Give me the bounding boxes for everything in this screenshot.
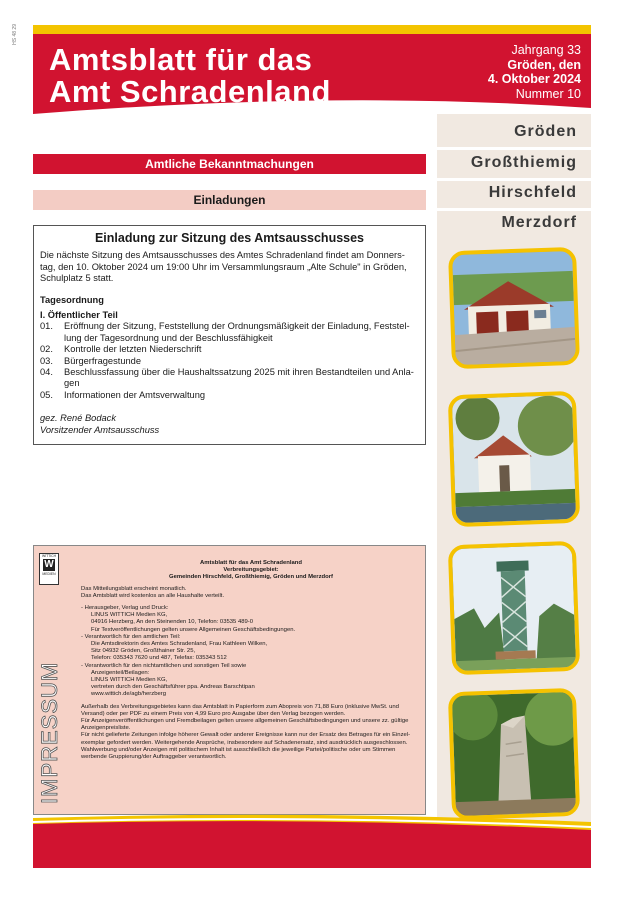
signature [40, 413, 419, 436]
impressum-vertical-text: IMPRESSUM [37, 661, 62, 804]
impressum-line: Versand) oder per PDF zu einem Preis von 4,99 Euro pro Ausgabe über den Verlag bezogen werden. [81, 710, 346, 717]
impressum-line: Für Anzeigenveröffentlichungen und Fremdbeilagen gelten unsere allgemeinen Geschäftsbedingungen und unsere zz. gültige [81, 718, 409, 725]
impressum-line: - Verantwortlich für den nichtamtlichen und sonstigen Teil sowie [81, 662, 247, 669]
impressum-line: exemplar gefordert werden. Weitergehende Ansprüche, insbesondere auf Schadenersatz, sind ausdrücklich ausgeschlossen. [81, 739, 408, 746]
issue-info [488, 43, 581, 101]
agenda-item [40, 390, 419, 401]
impressum-line: Für Textveröffentlichungen gelten unsere Allgemeinen Geschäftsbedingungen. [91, 626, 296, 633]
invitation-intro-line: tag, den 10. Oktober 2024 um 19:00 Uhr im Versammlungsraum „Alte Schule" in Gröden, [40, 261, 407, 272]
agenda-item [40, 356, 419, 367]
impressum-line: vertreten durch den Geschäftsführer ppa. Andreas Barschtipan [91, 684, 255, 691]
impressum-line: www.wittich.de/agb/herzberg [91, 691, 166, 698]
impressum-content [81, 560, 421, 761]
agenda-heading: Tagesordnung [40, 294, 104, 305]
impressum-head-line: Gemeinden Hirschfeld, Großthiemig, Gröden und Merzdorf [169, 574, 333, 581]
agenda-item-number: 01. [40, 321, 53, 332]
impressum-vertical-label [37, 616, 63, 806]
impressum-line: Das Amtsblatt wird kostenlos an alle Haushalte verteilt. [81, 592, 225, 599]
sidebar-divider [437, 208, 591, 211]
issue-number: Nummer 10 [515, 86, 581, 101]
logo-top-text: WITTICH [41, 554, 57, 558]
impressum-line: Das Mitteilungsblatt erscheint monatlich. [81, 585, 187, 592]
issue-date: 4. Oktober 2024 [487, 72, 581, 86]
signature-name: gez. René Bodack [40, 413, 116, 424]
sidebar-place-merzdorf: Merzdorf [501, 214, 577, 231]
impressum-line: Telefon: 035343 7620 und 487, Telefax: 035343 512 [91, 655, 227, 662]
impressum-line: werbende Gruppierung/der Auftraggeber verantwortlich. [81, 754, 227, 761]
impressum-line: Anzeigenpreisliste. [81, 725, 131, 732]
issue-place-date: Gröden, den [507, 57, 581, 72]
agenda-part-heading: I. Öffentlicher Teil [40, 310, 118, 321]
logo-w-icon: W [44, 559, 54, 570]
photo-memorial-stone [448, 688, 580, 820]
invitation-intro-line: Schulplatz 5 statt. [40, 273, 114, 284]
agenda-item [40, 344, 419, 355]
invitation-intro [40, 250, 419, 284]
invitation-box [33, 225, 426, 445]
impressum-heading [81, 560, 421, 582]
photo-fire-station [448, 247, 580, 369]
agenda-item-number: 05. [40, 389, 53, 400]
impressum-line: Die Amtsdirektorin des Amtes Schradenland, Frau Kathleen Wilken, [91, 641, 268, 648]
section-official-announcements: Amtliche Bekanntmachungen [33, 154, 426, 174]
agenda-list [40, 321, 419, 401]
signature-role: Vorsitzender Amtsausschuss [40, 424, 160, 435]
agenda-item [40, 321, 419, 344]
photo-tower [448, 541, 580, 675]
issue-volume: Jahrgang 33 [511, 43, 581, 57]
impressum-line: Wahlwerbung und/oder Anzeigen mit politischem Inhalt ist ausschließlich die jeweilige Partei/politische oder um Stimmen [81, 746, 396, 753]
title-line-2: Amt Schradenland [49, 74, 331, 109]
logo-bottom-text: MEDIEN [42, 572, 56, 576]
impressum-line: - Verantwortlich für den amtlichen Teil: [81, 633, 181, 640]
impressum-head-line: Amtsblatt für das Amt Schradenland [200, 560, 302, 566]
photo-chapel [448, 391, 581, 527]
agenda-item-number: 03. [40, 355, 53, 366]
agenda-item [40, 367, 419, 390]
agenda-item-text: Eröffnung der Sitzung, Feststellung der Ordnungsmäßigkeit der Einladung, Feststel-lung der Tagesordnung und der Beschlussfähigkeit [64, 321, 410, 343]
impressum-head-line: Verbreitungsgebiet: [223, 567, 279, 574]
impressum-line: Für nicht gelieferte Zeitungen infolge höherer Gewalt oder anderer Ereignisse kann nur der Ersatz des Betrages für ein Einzel- [81, 732, 411, 739]
header-top-stripe [33, 25, 591, 34]
section-invitations: Einladungen [33, 190, 426, 210]
masthead [33, 34, 591, 114]
agenda-item-text: Beschlussfassung über die Haushaltssatzung 2025 mit ihren Bestandteilen und Anla-gen [64, 367, 414, 389]
impressum-line: LINUS WITTICH Medien KG, [91, 612, 168, 619]
wittich-logo [39, 553, 59, 585]
sidebar-place-grossthiemig: Großthiemig [470, 154, 577, 171]
title-line-1: Amtsblatt für das [49, 42, 313, 77]
sidebar-place-groeden: Gröden [514, 123, 577, 140]
impressum-line: - Herausgeber, Verlag und Druck: [81, 605, 169, 612]
impressum-line: 04916 Herzberg, An den Steinenden 10, Telefon: 03535 489-0 [91, 619, 254, 626]
impressum-line: Anzeigenteil/Beilagen: [91, 669, 150, 676]
publication-title [49, 44, 331, 108]
impressum-line: LINUS WITTICH Medien KG, [91, 677, 168, 684]
agenda-item-text: Informationen der Amtsverwaltung [64, 389, 206, 400]
agenda-item-text: Kontrolle der letzten Niederschrift [64, 344, 202, 355]
side-code: HS 48 29 [12, 24, 18, 45]
sidebar-divider [437, 147, 591, 150]
sidebar-place-hirschfeld: Hirschfeld [488, 184, 577, 201]
impressum-box [33, 545, 426, 815]
agenda-item-number: 02. [40, 344, 53, 355]
impressum-line: Außerhalb des Verbreitungsgebietes kann das Amtsblatt in Papierform zum Abopreis von 71,88 Euro (inklusive MwSt. und [81, 703, 399, 710]
agenda-item-text: Bürgerfragestunde [64, 355, 142, 366]
impressum-line: Sitz 04932 Gröden, Großthainer Str. 25, [91, 648, 196, 655]
agenda-item-number: 04. [40, 367, 53, 378]
sidebar-divider [437, 178, 591, 181]
invitation-intro-line: Die nächste Sitzung des Amtsausschusses des Amtes Schradenland findet am Donners- [40, 250, 405, 261]
invitation-title: Einladung zur Sitzung des Amtsausschusses [94, 231, 365, 245]
footer-decoration [33, 808, 591, 868]
